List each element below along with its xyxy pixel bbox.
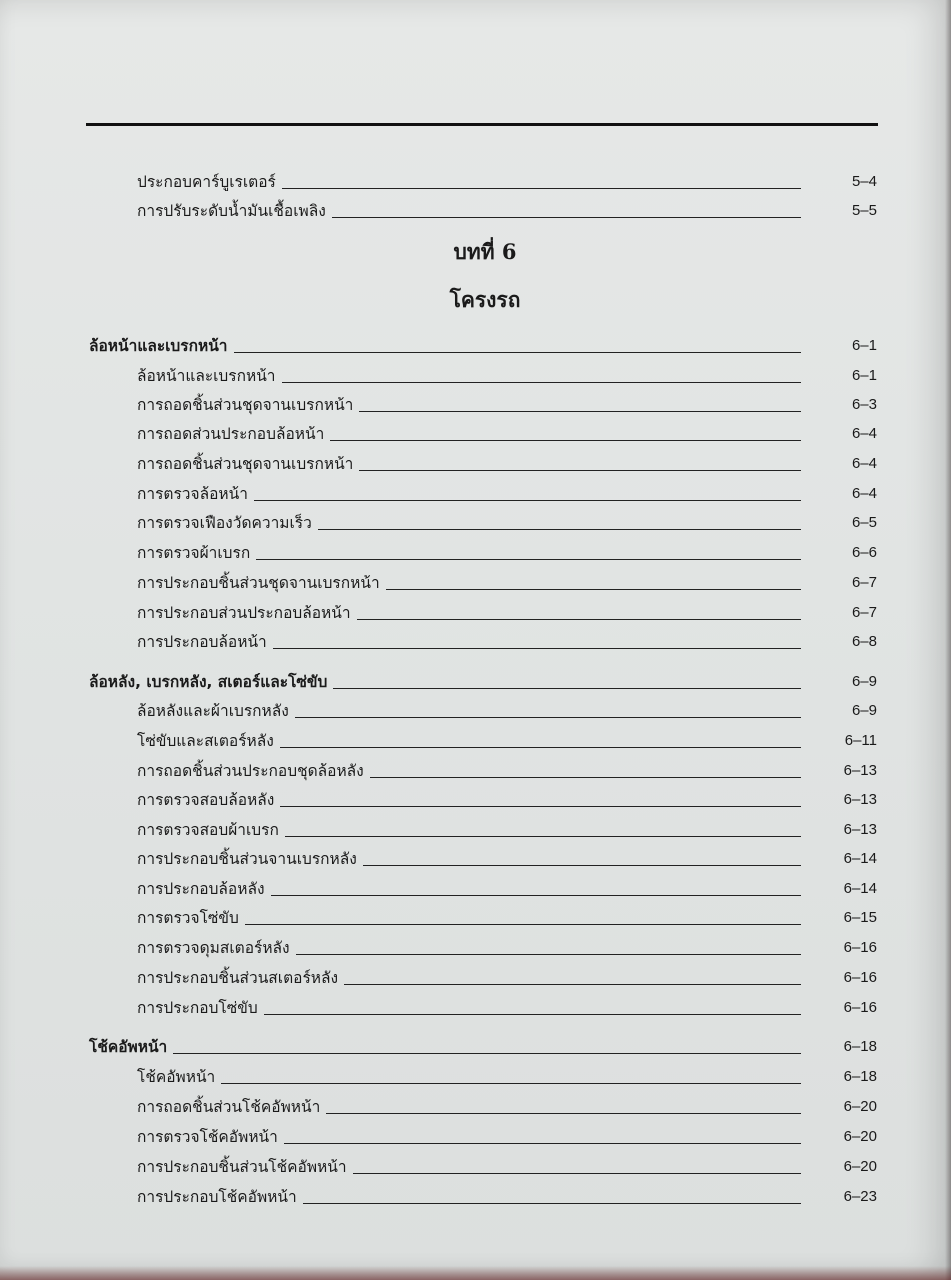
toc-entry-page: 6–13 <box>843 821 877 838</box>
toc-entry-page: 6–23 <box>843 1188 877 1205</box>
toc-entry-page: 6–4 <box>851 425 877 442</box>
toc-entry-label: การตรวจผ้าเบรก <box>137 544 251 562</box>
toc-entry-label: การตรวจสอบผ้าเบรก <box>137 821 279 839</box>
toc-entry-page: 6–13 <box>843 791 877 808</box>
toc-section-heading <box>89 669 877 693</box>
toc-entry-label: การถอดชิ้นส่วนโช้คอัพหน้า <box>137 1098 321 1116</box>
toc-entry-page: 6–20 <box>843 1128 877 1145</box>
toc-entry <box>137 392 877 416</box>
toc-entry-page: 6–18 <box>843 1068 877 1085</box>
leader-line <box>282 188 801 189</box>
toc-entry-label: การประกอบชิ้นส่วนจานเบรกหลัง <box>137 850 357 868</box>
toc-entry-page: 6–4 <box>851 455 877 472</box>
toc-entry <box>137 758 877 782</box>
leader-line <box>370 777 801 778</box>
leader-line <box>303 1203 801 1204</box>
toc-entry-page: 6–1 <box>851 337 877 354</box>
toc-entry-page: 6–14 <box>843 880 877 897</box>
toc-entry-label: การประกอบชิ้นส่วนโช้คอัพหน้า <box>137 1158 347 1176</box>
toc-entry-label: การประกอบชิ้นส่วนชุดจานเบรกหน้า <box>137 574 380 592</box>
toc-entry-label: โช้คอัพหน้า <box>137 1068 216 1086</box>
toc-entry-page: 6–16 <box>843 939 877 956</box>
toc-entry-page: 6–6 <box>851 544 877 561</box>
toc-entry-label: ประกอบคาร์บูเรเตอร์ <box>137 173 276 191</box>
toc-section-heading <box>89 333 877 357</box>
toc-entry <box>137 198 877 222</box>
toc-entry-label: การตรวจดุมสเตอร์หลัง <box>137 939 290 957</box>
toc-entry-page: 6–16 <box>843 999 877 1016</box>
chapter-title: โครงรถ <box>449 287 521 312</box>
leader-line <box>344 984 801 985</box>
toc-entry-label: การปรับระดับน้ำมันเชื้อเพลิง <box>137 202 326 220</box>
leader-line <box>285 836 801 837</box>
leader-line <box>296 954 801 955</box>
toc-entry-page: 6–20 <box>843 1098 877 1115</box>
toc-entry <box>137 510 877 534</box>
toc-entry <box>137 1124 877 1148</box>
leader-line <box>234 352 801 353</box>
toc-entry <box>137 1184 877 1208</box>
toc-entry <box>137 787 877 811</box>
toc-entry <box>137 451 877 475</box>
toc-entry <box>137 481 877 505</box>
leader-line <box>280 747 801 748</box>
toc-entry <box>137 935 877 959</box>
toc-entry-label: การตรวจล้อหน้า <box>137 485 248 503</box>
leader-line <box>245 924 801 925</box>
toc-entry-page: 5–4 <box>851 173 877 190</box>
toc-entry-page: 6–9 <box>851 673 877 690</box>
toc-entry-label: การถอดส่วนประกอบล้อหน้า <box>137 425 325 443</box>
leader-line <box>284 1143 801 1144</box>
toc-entry <box>137 1094 877 1118</box>
toc-entry-label: การประกอบส่วนประกอบล้อหน้า <box>137 604 351 622</box>
toc-entry-page: 6–7 <box>851 574 877 591</box>
leader-line <box>359 470 801 471</box>
toc-entry <box>137 169 877 193</box>
toc-entry <box>137 905 877 929</box>
toc-entry-label: การตรวจเฟืองวัดความเร็ว <box>137 514 312 532</box>
toc-entry-page: 6–5 <box>851 514 877 531</box>
toc-entry <box>137 629 877 653</box>
toc-entry-page: 6–20 <box>843 1158 877 1175</box>
chapter-number: บทที่ 6 <box>453 239 517 264</box>
toc-entry <box>137 540 877 564</box>
leader-line <box>363 865 801 866</box>
leader-line <box>357 619 801 620</box>
toc-entry-label: การประกอบล้อหลัง <box>137 880 265 898</box>
leader-line <box>264 1014 801 1015</box>
toc-entry-label: การถอดชิ้นส่วนชุดจานเบรกหน้า <box>137 455 354 473</box>
header-rule <box>86 123 878 126</box>
toc-entry <box>137 846 877 870</box>
toc-entry-page: 6–11 <box>844 732 877 749</box>
toc-entry-label: การประกอบชิ้นส่วนสเตอร์หลัง <box>137 969 339 987</box>
toc-entry <box>137 421 877 445</box>
toc-entry-label: การถอดชิ้นส่วนประกอบชุดล้อหลัง <box>137 762 364 780</box>
toc-entry-label: การประกอบโซ่ขับ <box>137 999 258 1017</box>
toc-entry <box>137 995 877 1019</box>
page-bottom-edge <box>0 1266 951 1280</box>
toc-entry-page: 6–18 <box>843 1038 877 1055</box>
toc-entry <box>137 570 877 594</box>
toc-entry <box>137 698 877 722</box>
leader-line <box>359 411 801 412</box>
toc-entry-label: การตรวจโซ่ขับ <box>137 909 239 927</box>
toc-entry-page: 6–8 <box>851 633 877 650</box>
toc-entry-label: โซ่ขับและสเตอร์หลัง <box>137 732 274 750</box>
toc-entry-label: ล้อหน้าและเบรกหน้า <box>137 367 276 385</box>
leader-line <box>271 895 801 896</box>
toc-entry-page: 6–7 <box>851 604 877 621</box>
toc-entry-label: การตรวจสอบล้อหลัง <box>137 791 275 809</box>
toc-entry-label: การประกอบโช้คอัพหน้า <box>137 1188 297 1206</box>
toc-entry-page: 6–3 <box>851 396 877 413</box>
toc-section-label: ล้อหน้าและเบรกหน้า <box>89 337 228 355</box>
toc-entry-page: 6–9 <box>851 702 877 719</box>
toc-entry-page: 6–4 <box>851 485 877 502</box>
toc-entry-page: 6–15 <box>843 909 877 926</box>
leader-line <box>221 1083 801 1084</box>
toc-entry-label: การถอดชิ้นส่วนชุดจานเบรกหน้า <box>137 396 354 414</box>
toc-section-label: โช้คอัพหน้า <box>89 1038 168 1056</box>
toc-entry <box>137 1154 877 1178</box>
toc-section-label: ล้อหลัง, เบรกหลัง, สเตอร์และโซ่ขับ <box>89 673 328 691</box>
leader-line <box>254 500 801 501</box>
toc-entry-page: 6–14 <box>843 850 877 867</box>
leader-line <box>326 1113 801 1114</box>
toc-entry <box>137 728 877 752</box>
toc-entry <box>137 1064 877 1088</box>
leader-line <box>318 529 801 530</box>
leader-line <box>273 648 801 649</box>
leader-line <box>282 382 801 383</box>
leader-line <box>353 1173 801 1174</box>
toc-entry <box>137 600 877 624</box>
leader-line <box>173 1053 801 1054</box>
toc-entry <box>137 363 877 387</box>
toc-section-heading <box>89 1034 877 1058</box>
toc-entry <box>137 817 877 841</box>
toc-entry-label: การประกอบล้อหน้า <box>137 633 267 651</box>
toc-entry-page: 6–13 <box>843 762 877 779</box>
toc-entry-page: 5–5 <box>851 202 877 219</box>
leader-line <box>256 559 801 560</box>
leader-line <box>295 717 801 718</box>
leader-line <box>330 440 801 441</box>
toc-entry-label: ล้อหลังและผ้าเบรกหลัง <box>137 702 289 720</box>
leader-line <box>386 589 801 590</box>
toc-entry-label: การตรวจโช้คอัพหน้า <box>137 1128 278 1146</box>
toc-entry <box>137 965 877 989</box>
leader-line <box>332 217 801 218</box>
page-edge-shadow <box>945 0 951 1280</box>
leader-line <box>333 688 801 689</box>
toc-entry-page: 6–1 <box>851 367 877 384</box>
toc-entry <box>137 876 877 900</box>
leader-line <box>280 806 801 807</box>
toc-entry-page: 6–16 <box>843 969 877 986</box>
